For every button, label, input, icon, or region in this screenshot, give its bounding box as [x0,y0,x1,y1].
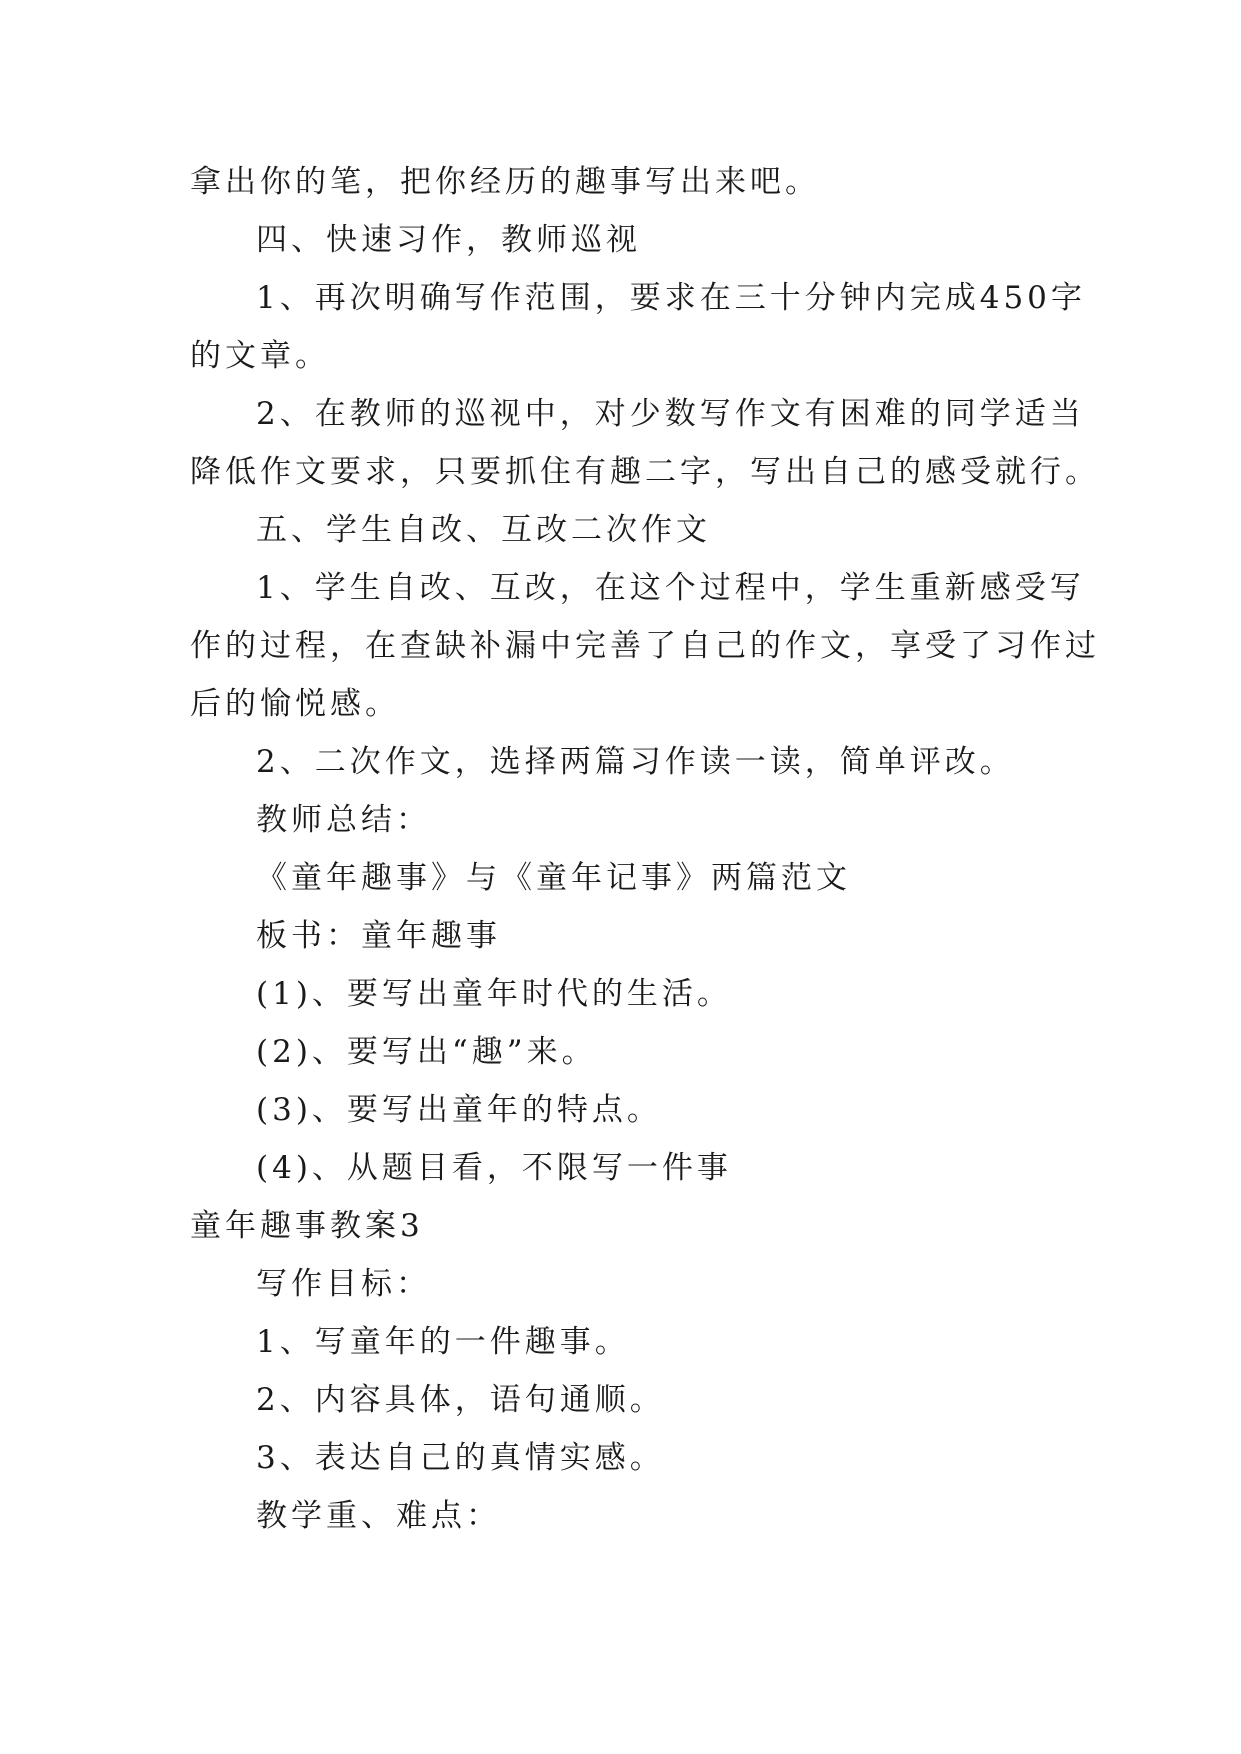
paragraph-line: 写作目标： [256,1266,431,1302]
list-item: 3、表达自己的真情实感。 [256,1440,665,1476]
paragraph-line: 2、在教师的巡视中，对少数写作文有困难的同学适当 [256,396,1085,432]
paragraph-line: 《童年趣事》与《童年记事》两篇范文 [256,860,851,896]
paragraph-line: 教学重、难点： [256,1498,501,1534]
list-item: (2)、要写出“趣”来。 [256,1034,597,1070]
paragraph-line: 后的愉悦感。 [190,686,400,722]
paragraph-line: 2、二次作文，选择两篇习作读一读，简单评改。 [256,744,1015,780]
paragraph-line: 降低作文要求，只要抓住有趣二字，写出自己的感受就行。 [190,454,1100,490]
paragraph-line: 作的过程，在查缺补漏中完善了自己的作文，享受了习作过 [190,628,1100,664]
paragraph-line: 教师总结： [256,802,431,838]
paragraph-line: 拿出你的笔，把你经历的趣事写出来吧。 [190,164,820,200]
list-item: 1、写童年的一件趣事。 [256,1324,630,1360]
document-title: 童年趣事教案3 [190,1208,424,1244]
list-item: (1)、要写出童年时代的生活。 [256,976,732,1012]
list-item: (3)、要写出童年的特点。 [256,1092,662,1128]
paragraph-line: 1、再次明确写作范围，要求在三十分钟内完成450字 [256,280,1086,316]
paragraph-line: 1、学生自改、互改，在这个过程中，学生重新感受写 [256,570,1085,606]
section-heading: 五、学生自改、互改二次作文 [256,512,711,548]
list-item: 2、内容具体，语句通顺。 [256,1382,665,1418]
section-heading: 四、快速习作，教师巡视 [256,222,641,258]
paragraph-line: 的文章。 [190,338,330,374]
list-item: (4)、从题目看，不限写一件事 [256,1150,732,1186]
paragraph-line: 板书：童年趣事 [256,918,501,954]
